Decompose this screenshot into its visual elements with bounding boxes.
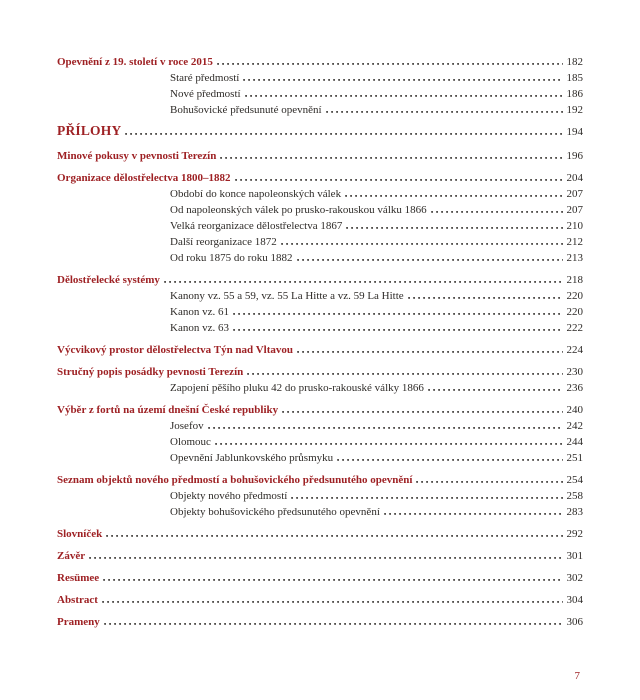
toc-entry-page-number: 240: [566, 404, 583, 416]
toc-entry: [57, 288, 583, 304]
toc-entry: [57, 86, 583, 102]
toc-entry-title: Minové pokusy v pevnosti Terezín: [57, 150, 217, 162]
toc-entry: [57, 364, 583, 380]
toc-entry-page-number: 207: [566, 204, 583, 216]
dot-leader: [217, 61, 563, 65]
toc-entry-title: Období do konce napoleonských válek: [170, 188, 342, 200]
toc-entry-page-number: 244: [566, 436, 583, 448]
dot-leader: [428, 387, 563, 391]
dot-leader: [164, 279, 563, 283]
toc-entry-title: Zapojení pěšího pluku 42 do prusko-rakouské války 1866: [170, 382, 424, 394]
toc-entry-title: Od roku 1875 do roku 1882: [170, 252, 293, 264]
toc-entry-page-number: 204: [566, 172, 583, 184]
dot-leader: [102, 599, 563, 603]
toc-entry: [57, 614, 583, 630]
toc-entry-page-number: 194: [566, 126, 583, 138]
toc-entry-page-number: 182: [566, 56, 583, 68]
dot-leader: [291, 495, 562, 499]
toc-entry-page-number: 236: [566, 382, 583, 394]
toc-entry: [57, 54, 583, 70]
toc-entry-page-number: 213: [566, 252, 583, 264]
toc-entry: [57, 592, 583, 608]
toc-entry: [57, 202, 583, 218]
toc-entry-title: Staré předmostí: [170, 72, 240, 84]
toc-entry-page-number: 192: [566, 104, 583, 116]
dot-leader: [282, 409, 562, 413]
toc-entry-title: Olomouc: [170, 436, 211, 448]
toc-entry-page-number: 220: [566, 290, 583, 302]
toc-entry-title: Od napoleonských válek po prusko-rakouskou válku 1866: [170, 204, 427, 216]
dot-leader: [208, 425, 563, 429]
toc-entry-page-number: 258: [566, 490, 583, 502]
toc-entry-page-number: 251: [566, 452, 583, 464]
toc-entry-title: Opevnění Jablunkovského průsmyku: [170, 452, 334, 464]
toc-entry-page-number: 220: [566, 306, 583, 318]
toc-entry: [57, 304, 583, 320]
toc-entry: [57, 504, 583, 520]
toc-entry: [57, 548, 583, 564]
dot-leader: [345, 193, 562, 197]
dot-leader: [235, 177, 563, 181]
toc-entry-page-number: 230: [566, 366, 583, 378]
toc-entry-title: Seznam objektů nového předmostí a bohušovického předsunutého opevnění: [57, 474, 413, 486]
toc-entry: [57, 342, 583, 358]
toc-entry-title: Opevnění z 19. století v roce 2015: [57, 56, 213, 68]
toc-entry: [57, 218, 583, 234]
toc-entry: [57, 102, 583, 118]
toc-entry-title: Kanon vz. 63: [170, 322, 229, 334]
toc-entry: [57, 488, 583, 504]
toc-entry-title: Abstract: [57, 594, 98, 606]
toc-entry-title: Organizace dělostřelectva 1800–1882: [57, 172, 231, 184]
toc-entry-page-number: 254: [566, 474, 583, 486]
toc-entry-page-number: 185: [566, 72, 583, 84]
toc-entry-title: Další reorganizace 1872: [170, 236, 277, 248]
toc-entry: [57, 570, 583, 586]
dot-leader: [337, 457, 562, 461]
toc-entry: [57, 402, 583, 418]
dot-leader: [297, 257, 563, 261]
toc-entry-title: Výběr z fortů na území dnešní České republiky: [57, 404, 279, 416]
dot-leader: [247, 371, 562, 375]
dot-leader: [245, 93, 563, 97]
toc-entry-page-number: 218: [566, 274, 583, 286]
toc-entry: [57, 186, 583, 202]
toc-entry-title: Objekty bohušovického předsunutého opevnění: [170, 506, 380, 518]
toc-entry-title: Kanony vz. 55 a 59, vz. 55 La Hitte a vz. 59 La Hitte: [170, 290, 404, 302]
toc-entry: [57, 450, 583, 466]
toc-entry-page-number: 222: [566, 322, 583, 334]
dot-leader: [215, 441, 563, 445]
toc-entry: [57, 170, 583, 186]
dot-leader: [233, 311, 563, 315]
toc-entry-title: Dělostřelecké systémy: [57, 274, 160, 286]
toc-entry-title: Resümee: [57, 572, 100, 584]
dot-leader: [243, 77, 562, 81]
toc-entry: [57, 234, 583, 250]
toc-entry-title: Josefov: [170, 420, 204, 432]
dot-leader: [281, 241, 563, 245]
dot-leader: [416, 479, 562, 483]
toc-entry: [57, 526, 583, 542]
dot-leader: [220, 155, 562, 159]
dot-leader: [89, 555, 562, 559]
toc-entry: [57, 148, 583, 164]
toc-entry: [57, 250, 583, 266]
toc-entry-page-number: 283: [566, 506, 583, 518]
toc-entry-page-number: 207: [566, 188, 583, 200]
toc-entry: [57, 272, 583, 288]
toc-entry: [57, 320, 583, 336]
toc-entry-page-number: 224: [566, 344, 583, 356]
toc-entry: [57, 418, 583, 434]
toc-entry: [57, 434, 583, 450]
toc-entry: [57, 70, 583, 86]
dot-leader: [297, 349, 562, 353]
toc-entry-title: Velká reorganizace dělostřelectva 1867: [170, 220, 343, 232]
dot-leader: [103, 577, 562, 581]
dot-leader: [233, 327, 563, 331]
toc-entry-title: PŘÍLOHY: [57, 123, 122, 138]
toc-list: [57, 54, 583, 630]
toc-entry: [57, 472, 583, 488]
toc-entry-title: Závěr: [57, 550, 86, 562]
toc-entry-page-number: 301: [566, 550, 583, 562]
dot-leader: [106, 533, 562, 537]
dot-leader: [384, 511, 563, 515]
toc-entry-title: Kanon vz. 61: [170, 306, 229, 318]
toc-entry-page-number: 210: [566, 220, 583, 232]
toc-entry-title: Bohušovické předsunuté opevnění: [170, 104, 322, 116]
toc-entry-page-number: 186: [566, 88, 583, 100]
toc-entry-page-number: 304: [566, 594, 583, 606]
toc-entry: [57, 121, 583, 142]
toc-entry-title: Výcvikový prostor dělostřelectva Týn nad Vltavou: [57, 344, 294, 356]
toc-entry: [57, 380, 583, 396]
toc-entry-page-number: 212: [566, 236, 583, 248]
dot-leader: [431, 209, 563, 213]
toc-entry-page-number: 196: [566, 150, 583, 162]
dot-leader: [326, 109, 563, 113]
toc-entry-page-number: 292: [566, 528, 583, 540]
toc-entry-title: Stručný popis posádky pevnosti Terezín: [57, 366, 244, 378]
folio-page-number: 7: [574, 670, 580, 682]
dot-leader: [104, 621, 563, 625]
dot-leader: [408, 295, 563, 299]
toc-entry-title: Objekty nového předmostí: [170, 490, 288, 502]
toc-entry-title: Nové předmostí: [170, 88, 241, 100]
toc-entry-page-number: 242: [566, 420, 583, 432]
toc-entry-title: Slovníček: [57, 528, 103, 540]
dot-leader: [346, 225, 562, 229]
toc-entry-page-number: 302: [566, 572, 583, 584]
toc-entry-title: Prameny: [57, 616, 100, 628]
toc-entry-page-number: 306: [566, 616, 583, 628]
dot-leader: [125, 131, 562, 135]
